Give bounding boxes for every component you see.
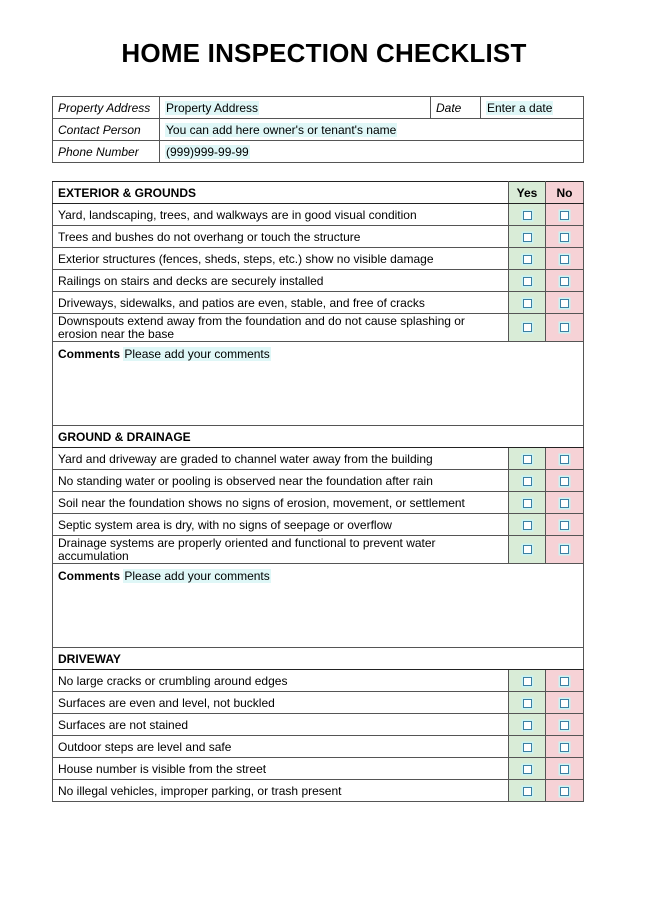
yes-cell — [509, 292, 546, 314]
no-checkbox[interactable] — [560, 787, 569, 796]
yes-cell — [509, 514, 546, 536]
yes-cell — [509, 780, 546, 802]
no-cell — [546, 714, 584, 736]
no-checkbox[interactable] — [560, 277, 569, 286]
yes-checkbox[interactable] — [523, 211, 532, 220]
no-checkbox[interactable] — [560, 455, 569, 464]
yes-cell — [509, 670, 546, 692]
checklist-item-text: Drainage systems are properly oriented and functional to prevent water accumulation — [53, 536, 509, 564]
no-cell — [546, 692, 584, 714]
yes-checkbox[interactable] — [523, 677, 532, 686]
no-cell — [546, 270, 584, 292]
yes-checkbox[interactable] — [523, 477, 532, 486]
checklist-item-row — [53, 670, 584, 692]
no-checkbox[interactable] — [560, 233, 569, 242]
date-cell — [481, 97, 584, 119]
no-column-header: No — [546, 182, 584, 204]
no-checkbox[interactable] — [560, 743, 569, 752]
yes-column-header: Yes — [509, 182, 546, 204]
yes-checkbox[interactable] — [523, 299, 532, 308]
property-address-field[interactable]: Property Address — [166, 100, 259, 115]
no-cell — [546, 670, 584, 692]
checklist-item-row — [53, 736, 584, 758]
no-checkbox[interactable] — [560, 699, 569, 708]
contact-row — [53, 119, 584, 141]
no-checkbox[interactable] — [560, 323, 569, 332]
page-title: HOME INSPECTION CHECKLIST — [121, 38, 527, 68]
checklist-item-text: Downspouts extend away from the foundation and do not cause splashing or erosion near the base — [53, 314, 509, 342]
yes-cell — [509, 714, 546, 736]
phone-row — [53, 141, 584, 163]
checklist-item-row — [53, 536, 584, 564]
checklist-item-row — [53, 692, 584, 714]
contact-person-field[interactable]: You can add here owner's or tenant's name — [166, 122, 397, 137]
property-address-label: Property Address — [53, 97, 160, 119]
yes-checkbox[interactable] — [523, 323, 532, 332]
no-cell — [546, 226, 584, 248]
checklist-item-text: Yard, landscaping, trees, and walkways are in good visual condition — [53, 204, 509, 226]
phone-number-field[interactable]: (999)999-99-99 — [166, 144, 249, 159]
checklist-item-row — [53, 204, 584, 226]
no-checkbox[interactable] — [560, 545, 569, 554]
yes-checkbox[interactable] — [523, 499, 532, 508]
checklist-item-row — [53, 758, 584, 780]
checklist-item-text: No standing water or pooling is observed near the foundation after rain — [53, 470, 509, 492]
section-title: GROUND & DRAINAGE — [53, 426, 584, 448]
no-checkbox[interactable] — [560, 721, 569, 730]
yes-checkbox[interactable] — [523, 255, 532, 264]
no-checkbox[interactable] — [560, 677, 569, 686]
checklist-item-row — [53, 292, 584, 314]
yes-checkbox[interactable] — [523, 545, 532, 554]
checklist-item-text: Surfaces are not stained — [53, 714, 509, 736]
no-cell — [546, 292, 584, 314]
checklist-item-row — [53, 514, 584, 536]
date-label: Date — [431, 97, 481, 119]
no-cell — [546, 248, 584, 270]
checklist-item-row — [53, 248, 584, 270]
yes-checkbox[interactable] — [523, 721, 532, 730]
property-address-cell — [160, 97, 431, 119]
yes-cell — [509, 314, 546, 342]
no-cell — [546, 448, 584, 470]
comments-field[interactable]: Please add your comments — [124, 569, 270, 583]
no-cell — [546, 536, 584, 564]
yes-checkbox[interactable] — [523, 743, 532, 752]
comments-field[interactable]: Please add your comments — [124, 347, 270, 361]
section-header — [53, 182, 584, 204]
no-checkbox[interactable] — [560, 765, 569, 774]
yes-checkbox[interactable] — [523, 765, 532, 774]
checklist-item-row — [53, 492, 584, 514]
no-cell — [546, 780, 584, 802]
yes-cell — [509, 448, 546, 470]
checklist-item-text: Driveways, sidewalks, and patios are even, stable, and free of cracks — [53, 292, 509, 314]
property-row — [53, 97, 584, 119]
checklist-item-text: No large cracks or crumbling around edges — [53, 670, 509, 692]
checklist-item-text: No illegal vehicles, improper parking, or trash present — [53, 780, 509, 802]
comments-row — [53, 564, 584, 648]
checklist-item-row — [53, 448, 584, 470]
yes-checkbox[interactable] — [523, 787, 532, 796]
no-checkbox[interactable] — [560, 255, 569, 264]
comments-label: Comments — [58, 569, 121, 583]
checklist-item-text: Railings on stairs and decks are securely installed — [53, 270, 509, 292]
yes-cell — [509, 736, 546, 758]
checklist-item-text: Exterior structures (fences, sheds, steps, etc.) show no visible damage — [53, 248, 509, 270]
yes-cell — [509, 226, 546, 248]
no-cell — [546, 204, 584, 226]
checklist-item-row — [53, 714, 584, 736]
yes-checkbox[interactable] — [523, 233, 532, 242]
no-cell — [546, 470, 584, 492]
phone-number-label: Phone Number — [53, 141, 160, 163]
yes-checkbox[interactable] — [523, 455, 532, 464]
section-title: DRIVEWAY — [53, 648, 584, 670]
checklist-item-text: Yard and driveway are graded to channel water away from the building — [53, 448, 509, 470]
no-checkbox[interactable] — [560, 477, 569, 486]
yes-checkbox[interactable] — [523, 521, 532, 530]
yes-checkbox[interactable] — [523, 699, 532, 708]
checklist-item-text: Soil near the foundation shows no signs of erosion, movement, or settlement — [53, 492, 509, 514]
comments-label: Comments — [58, 347, 121, 361]
checklist-item-row — [53, 470, 584, 492]
inspection-checklist-table — [52, 181, 584, 802]
section-title: EXTERIOR & GROUNDS — [53, 182, 509, 204]
yes-cell — [509, 536, 546, 564]
no-checkbox[interactable] — [560, 499, 569, 508]
checklist-item-row — [53, 314, 584, 342]
no-cell — [546, 492, 584, 514]
yes-cell — [509, 270, 546, 292]
yes-cell — [509, 204, 546, 226]
yes-cell — [509, 692, 546, 714]
checklist-item-text: Trees and bushes do not overhang or touch the structure — [53, 226, 509, 248]
checklist-item-text: House number is visible from the street — [53, 758, 509, 780]
yes-cell — [509, 758, 546, 780]
yes-cell — [509, 470, 546, 492]
comments-row — [53, 342, 584, 426]
checklist-item-text: Septic system area is dry, with no signs of seepage or overflow — [53, 514, 509, 536]
checklist-item-row — [53, 270, 584, 292]
section-header — [53, 648, 584, 670]
yes-cell — [509, 248, 546, 270]
checklist-item-row — [53, 780, 584, 802]
checklist-item-text: Surfaces are even and level, not buckled — [53, 692, 509, 714]
date-field[interactable]: Enter a date — [487, 100, 553, 115]
no-checkbox[interactable] — [560, 299, 569, 308]
no-cell — [546, 514, 584, 536]
phone-number-cell — [160, 141, 584, 163]
yes-checkbox[interactable] — [523, 277, 532, 286]
property-info-table — [52, 96, 584, 163]
no-cell — [546, 758, 584, 780]
no-cell — [546, 736, 584, 758]
comments-cell — [53, 564, 584, 648]
checklist-item-text: Outdoor steps are level and safe — [53, 736, 509, 758]
section-header — [53, 426, 584, 448]
checklist-item-row — [53, 226, 584, 248]
yes-cell — [509, 492, 546, 514]
contact-person-cell — [160, 119, 584, 141]
no-cell — [546, 314, 584, 342]
no-checkbox[interactable] — [560, 211, 569, 220]
no-checkbox[interactable] — [560, 521, 569, 530]
contact-person-label: Contact Person — [53, 119, 160, 141]
comments-cell — [53, 342, 584, 426]
